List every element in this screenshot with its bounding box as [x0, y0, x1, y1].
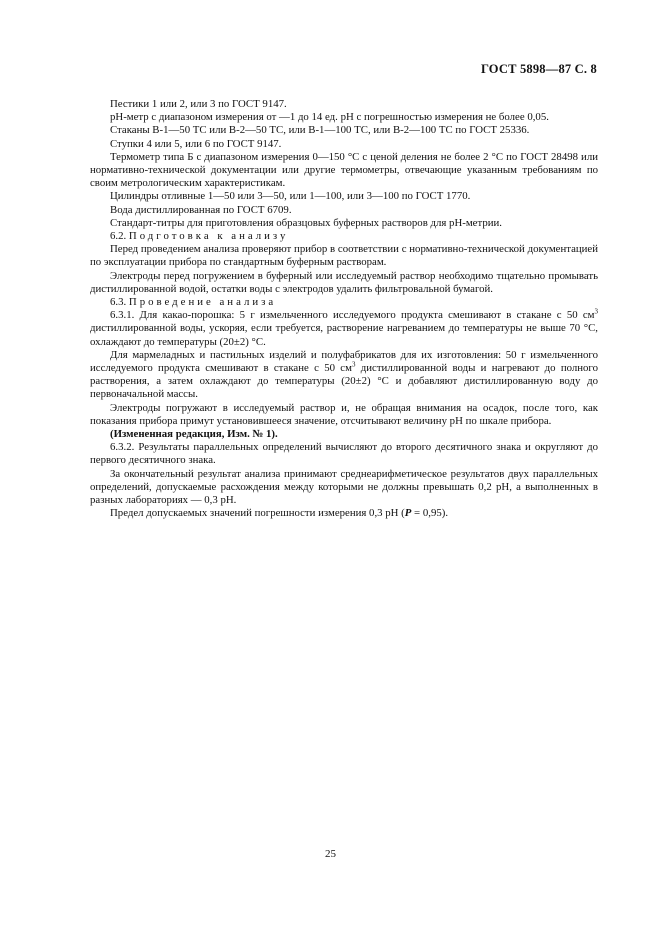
paragraph-cylinders: Цилиндры отливные 1—50 или 3—50, или 1—100, или 3—100 по ГОСТ 1770. [110, 190, 471, 203]
paragraph-water: Вода дистиллированная по ГОСТ 6709. [110, 203, 292, 216]
section-title: Проведение анализа [128, 296, 277, 309]
text-fragment: = 0,95). [411, 507, 449, 520]
section-number: 6.3. [110, 296, 127, 309]
paragraph-marmalade [90, 349, 598, 402]
section-number: 6.2. [110, 230, 127, 243]
section-title: Подготовка к анализу [128, 230, 289, 243]
paragraph-thermometer: Термометр типа Б с диапазоном измерения 0—150 °С с ценой деления не более 2 °С по ГОСТ 28498 или нормативно-технической документации или другие термометры, отвечающие указанным требованиям по своим метрологическим характеристикам. [90, 150, 598, 190]
paragraph-pestles: Пестики 1 или 2, или 3 по ГОСТ 9147. [110, 98, 287, 110]
text-fragment: дистиллированной воды, ускоряя, если требуется, растворение нагреванием до температуры не выше 70 °С, охлаждают до температуры (20±2) °С. [90, 322, 598, 348]
paragraph-cocoa-powder [90, 309, 598, 349]
text-fragment: Предел допускаемых значений погрешности измерения 0,3 pH ( [110, 507, 405, 520]
probability-symbol: P [404, 507, 412, 520]
paragraph-beakers: Стаканы В-1—50 ТС или В-2—50 ТС, или В-1—100 ТС, или В-2—100 ТС по ГОСТ 25336. [110, 124, 530, 137]
superscript: 3 [351, 360, 356, 369]
section-heading-6-2 [90, 230, 598, 243]
paragraph-standard-titres: Стандарт-титры для приготовления образцовых буферных растворов для pH-метрии. [110, 216, 502, 229]
paragraph-preparation-check: Перед проведением анализа проверяют прибор в соответствии с нормативно-технической документацией по эксплуатации прибора по стандартным буферным растворам. [90, 243, 598, 269]
text-fragment: Для мармеладных и пастильных изделий и полуфабрикатов для их изготовления: 50 г измельченного исследуемого продукта смешивают в стакане с 50 см [90, 348, 598, 375]
document-header: ГОСТ 5898—87 С. 8 [480, 62, 597, 76]
paragraph-results-rounding: 6.3.2. Результаты параллельных определений вычисляют до второго десятичного знака и округляют до первого десятичного знака. [90, 441, 598, 467]
paragraph-electrodes-rinse: Электроды перед погружением в буферный или исследуемый раствор необходимо тщательно промывать дистиллированной водой, остатки воды с электродов удалить фильтровальной бумагой. [90, 269, 598, 295]
text-fragment: дистиллированной воды и нагревают до полного растворения, а затем охлаждают до температуры (20±2) °С и добавляют дистиллированную воду до первоначальной массы. [90, 362, 598, 401]
paragraph-final-result: За окончательный результат анализа принимают среднеарифметическое результатов двух параллельных определений, допускаемые расхождения между которыми не должны превышать 0,2 pH, а выполненных в разных лабораториях — 0,3 pH. [90, 467, 598, 507]
document-body [90, 98, 598, 521]
paragraph-ph-meter: pH-метр с диапазоном измерения от —1 до 14 ед. pH с погрешностью измерения не более 0,05. [110, 111, 549, 124]
paragraph-mortars: Ступки 4 или 5, или 6 по ГОСТ 9147. [110, 137, 282, 150]
section-heading-6-3 [90, 296, 598, 309]
superscript: 3 [594, 307, 598, 316]
paragraph-electrodes-immerse: Электроды погружают в исследуемый раствор и, не обращая внимания на осадок, после того, как показания прибора примут установившееся значение, отсчитывают величину pH по шкале прибора. [90, 401, 598, 427]
paragraph-error-limit [90, 507, 598, 520]
text-fragment: 6.3.1. Для какао-порошка: 5 г измельченного исследуемого продукта смешивают в стакане с 50 см [110, 309, 595, 322]
page-number: 25 [325, 848, 336, 860]
amendment-note: (Измененная редакция, Изм. № 1). [110, 428, 278, 441]
